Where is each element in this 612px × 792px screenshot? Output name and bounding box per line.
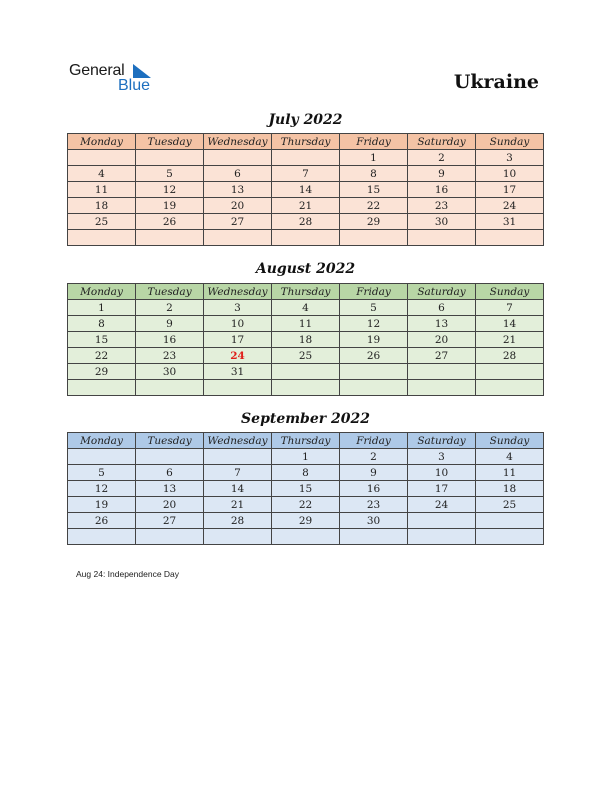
day-cell: 1 bbox=[68, 300, 136, 316]
week-row bbox=[68, 513, 544, 529]
day-cell: 28 bbox=[476, 348, 544, 364]
day-cell: 22 bbox=[272, 497, 340, 513]
day-cell: 19 bbox=[340, 332, 408, 348]
day-cell: 17 bbox=[476, 182, 544, 198]
empty-day-cell bbox=[136, 150, 204, 166]
day-cell: 12 bbox=[136, 182, 204, 198]
weekday-header-wednesday: Wednesday bbox=[204, 433, 272, 449]
day-cell: 30 bbox=[136, 364, 204, 380]
day-cell: 7 bbox=[204, 465, 272, 481]
day-cell: 19 bbox=[68, 497, 136, 513]
day-cell: 25 bbox=[272, 348, 340, 364]
day-cell: 16 bbox=[136, 332, 204, 348]
empty-day-cell bbox=[408, 513, 476, 529]
day-cell: 21 bbox=[272, 198, 340, 214]
day-cell: 11 bbox=[68, 182, 136, 198]
empty-day-cell bbox=[340, 364, 408, 380]
day-cell: 20 bbox=[408, 332, 476, 348]
day-cell: 24 bbox=[408, 497, 476, 513]
week-row bbox=[68, 214, 544, 230]
empty-day-cell bbox=[204, 230, 272, 246]
week-row bbox=[68, 198, 544, 214]
week-row bbox=[68, 465, 544, 481]
day-cell: 27 bbox=[136, 513, 204, 529]
week-row bbox=[68, 166, 544, 182]
day-cell: 27 bbox=[408, 348, 476, 364]
weekday-header-row bbox=[68, 433, 544, 449]
weekday-header-monday: Monday bbox=[68, 134, 136, 150]
day-cell: 18 bbox=[476, 481, 544, 497]
day-cell: 16 bbox=[340, 481, 408, 497]
day-cell: 6 bbox=[408, 300, 476, 316]
day-cell: 11 bbox=[476, 465, 544, 481]
week-row bbox=[68, 380, 544, 396]
day-cell: 21 bbox=[476, 332, 544, 348]
day-cell: 9 bbox=[136, 316, 204, 332]
empty-day-cell bbox=[68, 230, 136, 246]
week-row bbox=[68, 230, 544, 246]
empty-day-cell bbox=[476, 529, 544, 545]
country-title: Ukraine bbox=[453, 71, 539, 93]
day-cell: 9 bbox=[408, 166, 476, 182]
empty-day-cell bbox=[68, 529, 136, 545]
day-cell: 20 bbox=[204, 198, 272, 214]
weekday-header-saturday: Saturday bbox=[408, 134, 476, 150]
week-row bbox=[68, 150, 544, 166]
day-cell: 25 bbox=[476, 497, 544, 513]
empty-day-cell bbox=[204, 380, 272, 396]
calendar-july bbox=[67, 133, 544, 246]
empty-day-cell bbox=[68, 150, 136, 166]
day-cell: 15 bbox=[272, 481, 340, 497]
day-cell: 31 bbox=[476, 214, 544, 230]
day-cell: 3 bbox=[204, 300, 272, 316]
empty-day-cell bbox=[340, 230, 408, 246]
weekday-header-thursday: Thursday bbox=[272, 134, 340, 150]
empty-day-cell bbox=[136, 380, 204, 396]
day-cell: 16 bbox=[408, 182, 476, 198]
day-cell: 18 bbox=[68, 198, 136, 214]
day-cell: 7 bbox=[476, 300, 544, 316]
empty-day-cell bbox=[272, 364, 340, 380]
day-cell: 25 bbox=[68, 214, 136, 230]
empty-day-cell bbox=[340, 529, 408, 545]
day-cell: 5 bbox=[340, 300, 408, 316]
empty-day-cell bbox=[272, 230, 340, 246]
day-cell: 29 bbox=[68, 364, 136, 380]
day-cell: 14 bbox=[272, 182, 340, 198]
day-cell: 12 bbox=[68, 481, 136, 497]
day-cell: 15 bbox=[68, 332, 136, 348]
month-title-september: September 2022 bbox=[241, 411, 370, 427]
day-cell: 14 bbox=[204, 481, 272, 497]
day-cell: 5 bbox=[68, 465, 136, 481]
day-cell: 26 bbox=[68, 513, 136, 529]
day-cell: 30 bbox=[408, 214, 476, 230]
empty-day-cell bbox=[136, 449, 204, 465]
week-row bbox=[68, 332, 544, 348]
day-cell: 6 bbox=[204, 166, 272, 182]
weekday-header-tuesday: Tuesday bbox=[136, 433, 204, 449]
day-cell: 26 bbox=[136, 214, 204, 230]
empty-day-cell bbox=[476, 364, 544, 380]
weekday-header-friday: Friday bbox=[340, 284, 408, 300]
week-row bbox=[68, 497, 544, 513]
day-cell: 23 bbox=[408, 198, 476, 214]
weekday-header-wednesday: Wednesday bbox=[204, 134, 272, 150]
day-cell: 28 bbox=[204, 513, 272, 529]
empty-day-cell bbox=[136, 230, 204, 246]
weekday-header-friday: Friday bbox=[340, 134, 408, 150]
day-cell: 27 bbox=[204, 214, 272, 230]
empty-day-cell bbox=[136, 529, 204, 545]
weekday-header-sunday: Sunday bbox=[476, 284, 544, 300]
empty-day-cell bbox=[68, 449, 136, 465]
empty-day-cell bbox=[204, 449, 272, 465]
calendar-september bbox=[67, 432, 544, 545]
weekday-header-saturday: Saturday bbox=[408, 433, 476, 449]
day-cell: 1 bbox=[340, 150, 408, 166]
logo-text-general: General bbox=[69, 62, 125, 79]
empty-day-cell bbox=[408, 380, 476, 396]
day-cell: 29 bbox=[340, 214, 408, 230]
day-cell: 22 bbox=[68, 348, 136, 364]
day-cell: 13 bbox=[136, 481, 204, 497]
empty-day-cell bbox=[272, 380, 340, 396]
day-cell: 30 bbox=[340, 513, 408, 529]
weekday-header-wednesday: Wednesday bbox=[204, 284, 272, 300]
week-row bbox=[68, 481, 544, 497]
empty-day-cell bbox=[340, 380, 408, 396]
day-cell: 20 bbox=[136, 497, 204, 513]
week-row bbox=[68, 182, 544, 198]
day-cell: 26 bbox=[340, 348, 408, 364]
week-row bbox=[68, 529, 544, 545]
weekday-header-thursday: Thursday bbox=[272, 284, 340, 300]
logo-text-blue: Blue bbox=[118, 77, 151, 94]
weekday-header-sunday: Sunday bbox=[476, 433, 544, 449]
day-cell: 13 bbox=[204, 182, 272, 198]
weekday-header-tuesday: Tuesday bbox=[136, 134, 204, 150]
week-row bbox=[68, 316, 544, 332]
day-cell: 21 bbox=[204, 497, 272, 513]
month-title-july: July 2022 bbox=[268, 112, 343, 128]
day-cell: 13 bbox=[408, 316, 476, 332]
day-cell: 23 bbox=[340, 497, 408, 513]
holiday-day-cell: 24 bbox=[204, 348, 272, 364]
day-cell: 14 bbox=[476, 316, 544, 332]
day-cell: 2 bbox=[408, 150, 476, 166]
empty-day-cell bbox=[204, 529, 272, 545]
day-cell: 24 bbox=[476, 198, 544, 214]
day-cell: 15 bbox=[340, 182, 408, 198]
empty-day-cell bbox=[408, 364, 476, 380]
day-cell: 31 bbox=[204, 364, 272, 380]
month-title-august: August 2022 bbox=[255, 261, 356, 277]
generalblue-logo bbox=[69, 60, 169, 96]
day-cell: 22 bbox=[340, 198, 408, 214]
day-cell: 2 bbox=[136, 300, 204, 316]
day-cell: 7 bbox=[272, 166, 340, 182]
holiday-note: Aug 24: Independence Day bbox=[76, 569, 180, 579]
day-cell: 8 bbox=[340, 166, 408, 182]
day-cell: 8 bbox=[272, 465, 340, 481]
day-cell: 11 bbox=[272, 316, 340, 332]
day-cell: 4 bbox=[68, 166, 136, 182]
empty-day-cell bbox=[476, 513, 544, 529]
day-cell: 6 bbox=[136, 465, 204, 481]
day-cell: 4 bbox=[272, 300, 340, 316]
weekday-header-monday: Monday bbox=[68, 284, 136, 300]
day-cell: 3 bbox=[476, 150, 544, 166]
week-row bbox=[68, 348, 544, 364]
day-cell: 28 bbox=[272, 214, 340, 230]
day-cell: 17 bbox=[408, 481, 476, 497]
weekday-header-row bbox=[68, 284, 544, 300]
week-row bbox=[68, 300, 544, 316]
day-cell: 3 bbox=[408, 449, 476, 465]
day-cell: 10 bbox=[204, 316, 272, 332]
day-cell: 4 bbox=[476, 449, 544, 465]
day-cell: 12 bbox=[340, 316, 408, 332]
empty-day-cell bbox=[68, 380, 136, 396]
day-cell: 10 bbox=[408, 465, 476, 481]
empty-day-cell bbox=[272, 150, 340, 166]
weekday-header-row bbox=[68, 134, 544, 150]
weekday-header-tuesday: Tuesday bbox=[136, 284, 204, 300]
day-cell: 10 bbox=[476, 166, 544, 182]
empty-day-cell bbox=[272, 529, 340, 545]
weekday-header-sunday: Sunday bbox=[476, 134, 544, 150]
day-cell: 18 bbox=[272, 332, 340, 348]
calendar-august bbox=[67, 283, 544, 396]
day-cell: 29 bbox=[272, 513, 340, 529]
day-cell: 19 bbox=[136, 198, 204, 214]
empty-day-cell bbox=[408, 529, 476, 545]
week-row bbox=[68, 449, 544, 465]
day-cell: 1 bbox=[272, 449, 340, 465]
week-row bbox=[68, 364, 544, 380]
day-cell: 5 bbox=[136, 166, 204, 182]
empty-day-cell bbox=[476, 380, 544, 396]
empty-day-cell bbox=[408, 230, 476, 246]
day-cell: 8 bbox=[68, 316, 136, 332]
weekday-header-saturday: Saturday bbox=[408, 284, 476, 300]
day-cell: 17 bbox=[204, 332, 272, 348]
logo-triangle-icon bbox=[133, 64, 151, 78]
empty-day-cell bbox=[204, 150, 272, 166]
day-cell: 2 bbox=[340, 449, 408, 465]
day-cell: 23 bbox=[136, 348, 204, 364]
day-cell: 9 bbox=[340, 465, 408, 481]
empty-day-cell bbox=[476, 230, 544, 246]
weekday-header-thursday: Thursday bbox=[272, 433, 340, 449]
weekday-header-friday: Friday bbox=[340, 433, 408, 449]
weekday-header-monday: Monday bbox=[68, 433, 136, 449]
